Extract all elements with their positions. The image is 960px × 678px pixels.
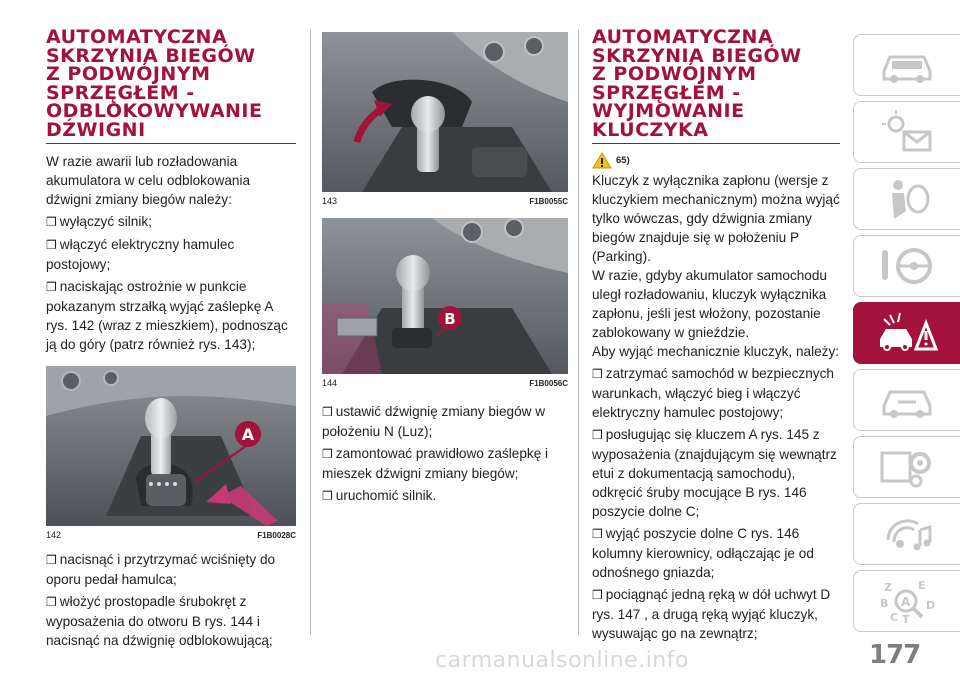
tab-driving[interactable] (853, 235, 960, 297)
step-item: ❒ posługując się kluczem A rys. 145 z wyposażenia (znajdującym się wewnątrz etui z dokumentacją samochodu), odkręcić śruby mocujące B rys. 146 poszycie dolne C; (592, 427, 837, 519)
bullet-icon: ❒ (46, 595, 57, 609)
paragraph: Aby wyjąć mechanicznie kluczyk, należy: (592, 344, 840, 359)
figure-144-image (322, 218, 568, 374)
step-item: ❒ pociągnąć jedną ręką w dół uchwyt D rys. 147 , a drugą ręką wyjąć kluczyk, wysuwając go na zewnątrz; (592, 587, 831, 641)
index-letter: C (890, 611, 899, 624)
tab-warning-lights[interactable] (853, 101, 960, 163)
tab-safety[interactable] (853, 168, 960, 230)
section-heading-key-removal: AUTOMATYCZNA SKRZYNIA BIEGÓW Z PODWÓJNYM SPRZĘGŁEM - WYJMOWANIE KLUCZYKA (592, 28, 840, 144)
intro-paragraph: W razie awarii lub rozładowania akumulatora w celu odblokowania dźwigni zmiany biegów należy: (46, 154, 251, 207)
index-letter: B (880, 597, 889, 610)
step-item: ❒ naciskając ostrożnie w punkcie pokazanym strzałką wyjąć zaślepkę A rys. 142 (wraz z mieszkiem), podnosząc ją do góry (patrz również rys. 143); (46, 279, 288, 352)
emergency-breakdown-icon (876, 309, 938, 357)
bullet-icon: ❒ (46, 215, 57, 229)
warning-lights-icon (876, 108, 938, 156)
index-letter: Z (884, 581, 892, 594)
gear-lever-illustration (46, 366, 296, 526)
settings-gear-icon (876, 443, 938, 491)
chapter-tabs (853, 34, 960, 637)
page-number: 177 (869, 640, 921, 670)
multimedia-icon (876, 510, 938, 558)
section-heading-gear-unlock: AUTOMATYCZNA SKRZYNIA BIEGÓW Z PODWÓJNYM SPRZĘGŁEM - ODBLOKOWYWANIE DŹWIGNI (46, 28, 296, 144)
bullet-icon: ❒ (592, 588, 603, 602)
step-item: ❒ nacisnąć i przytrzymać wciśnięty do oporu pedał hamulca; (46, 552, 276, 587)
warning-reference (592, 152, 840, 169)
figure-caption (46, 526, 296, 540)
index-letter: A (901, 595, 911, 609)
step-item: ❒ zatrzymać samochód w bezpiecznych warunkach, włączyć bieg i włączyć elektryczny hamulec postojowy; (592, 366, 834, 420)
figure-caption (322, 192, 568, 206)
right-column (592, 28, 840, 646)
bullet-icon: ❒ (46, 553, 57, 567)
figure-code: F1B0028C (257, 530, 296, 540)
figure-142 (46, 366, 296, 540)
paragraph: W razie, gdyby akumulator samochodu uległ rozładowaniu, kluczyk wyłącznika zapłonu, jeśli jest włożony, pozostanie zablokowany w gnieździe. (592, 268, 827, 340)
warning-ref-number: 65) (616, 155, 630, 166)
step-item: ❒ ustawić dźwignię zmiany biegów w położeniu N (Luz); (322, 404, 546, 439)
index-letter: T (902, 613, 910, 625)
step-item: ❒ zamontować prawidłowo zaślepkę i mieszek dźwigni zmiany biegów; (322, 446, 549, 481)
column-divider (310, 30, 311, 635)
tab-emergency[interactable] (853, 302, 960, 364)
car-maintenance-icon (876, 376, 938, 424)
bullet-icon: ❒ (592, 367, 603, 381)
bullet-icon: ❒ (592, 527, 603, 541)
paragraph: Kluczyk z wyłącznika zapłonu (wersje z kluczykiem mechanicznym) można wyjąć tylko wówczas, gdy dźwignia zmiany biegów znajduje się w położeniu P (Parking). (592, 173, 840, 264)
car-overview-icon (876, 41, 938, 89)
index-letter: D (926, 599, 936, 612)
step-item: ❒ wyjąć poszycie dolne C rys. 146 kolumny kierownicy, odłączając je od odnośnego gniazda; (592, 526, 814, 580)
bullet-icon: ❒ (322, 405, 333, 419)
steering-wheel-icon (876, 242, 938, 290)
figure-caption (322, 374, 568, 388)
bullet-icon: ❒ (322, 489, 333, 503)
figure-number: 143 (322, 196, 338, 206)
tab-technical-data[interactable] (853, 436, 960, 498)
figure-143-image (322, 32, 568, 192)
figure-number: 142 (46, 530, 62, 540)
step-item: ❒ włożyć prostopadle śrubokręt z wyposażenia do otworu B rys. 144 i nacisnąć na dźwignię odblokowującą; (46, 594, 273, 648)
bullet-icon: ❒ (322, 447, 333, 461)
step-item: ❒ uruchomić silnik. (322, 486, 568, 506)
bullet-icon: ❒ (46, 280, 57, 294)
screwdriver-release-illustration (322, 218, 568, 374)
left-column (46, 28, 296, 653)
figure-label-a: A (241, 425, 255, 444)
figure-number: 144 (322, 378, 338, 388)
middle-column (322, 32, 568, 509)
tab-index[interactable] (853, 570, 960, 632)
watermark: carmanualsonline.info (435, 648, 689, 673)
alphabetical-index-icon (876, 577, 938, 625)
boot-removal-illustration (322, 32, 568, 192)
tab-multimedia[interactable] (853, 503, 960, 565)
figure-142-image (46, 366, 296, 526)
bullet-icon: ❒ (592, 428, 603, 442)
column-divider (578, 30, 579, 635)
figure-144 (322, 218, 568, 388)
warning-triangle-icon (592, 152, 612, 169)
figure-code: F1B0056C (529, 378, 568, 388)
step-item: ❒ wyłączyć silnik; (46, 212, 296, 232)
bullet-icon: ❒ (46, 238, 57, 252)
airbag-safety-icon (876, 175, 938, 223)
step-item: ❒ włączyć elektryczny hamulec postojowy; (46, 237, 235, 272)
index-letter: E (918, 579, 926, 592)
tab-car-overview[interactable] (853, 34, 960, 96)
figure-143 (322, 32, 568, 206)
figure-code: F1B0055C (529, 196, 568, 206)
tab-maintenance[interactable] (853, 369, 960, 431)
figure-label-b: B (444, 310, 456, 328)
